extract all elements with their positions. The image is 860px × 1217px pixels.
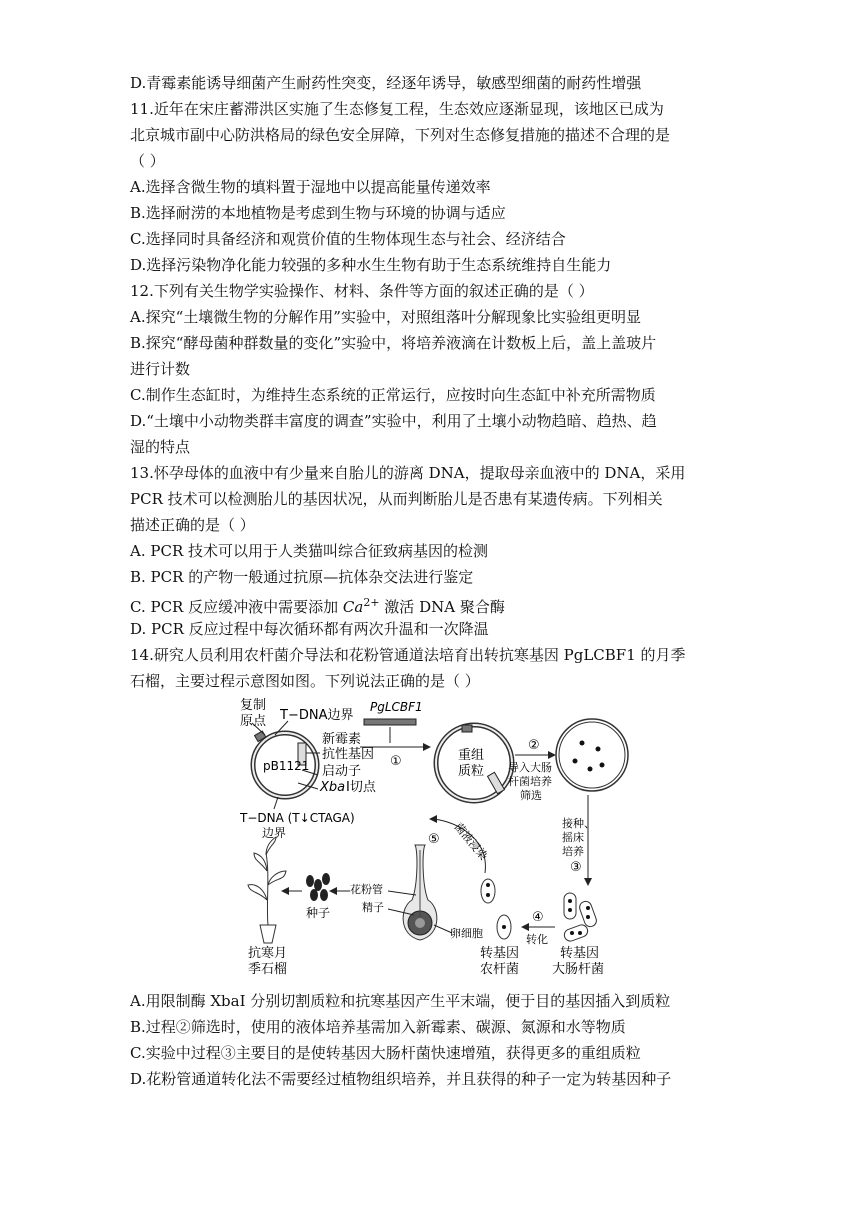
gene-label: PgLCBF1 [370,700,423,714]
q11-option-b: B.选择耐涝的本地植物是考虑到生物与环境的协调与适应 [130,204,506,222]
q10-option-d: D.青霉素能诱导细菌产生耐药性突变，经逐年诱导，敏感型细菌的耐药性增强 [130,74,642,92]
ecoli-label-1: 转基因 [560,946,600,961]
transgenic-process-figure [230,695,630,980]
calcium-ion: Ca [342,598,364,616]
pistil-diagram [388,845,452,940]
q13-option-c-prefix: C. PCR 反应缓冲液中需要添加 [130,598,343,616]
xba-label-italic: Xba [320,780,346,795]
step3-text-3: 培养 [562,845,584,858]
step3-text-2: 摇床 [562,831,584,844]
transgenic-ecoli [563,893,598,943]
q12-option-c: C.制作生态缸时，为维持生态系统的正常运行，应按时向生态缸中补充所需物质 [130,386,656,404]
q13-option-a: A. PCR 技术可以用于人类猫叫综合征致病基因的检测 [130,542,489,560]
q14-option-d: D.花粉管通道转化法不需要经过植物组织培养，并且获得的种子一定为转基因种子 [130,1070,672,1088]
q11-option-a: A.选择含微生物的填料置于湿地中以提高能量传递效率 [130,178,491,196]
q14-option-b: B.过程②筛选时，使用的液体培养基需加入新霉素、碳源、氮源和水等物质 [130,1018,626,1036]
step2-text-1: 导入大肠 [508,761,552,774]
q13-option-d: D. PCR 反应过程中每次循环都有两次升温和一次降温 [130,620,489,638]
q13-stem-line1: 13.怀孕母体的血液中有少量来自胎儿的游离 DNA，提取母亲血液中的 DNA，采用 [130,464,686,482]
q11-option-c: C.选择同时具备经济和观赏价值的生物体现生态与社会、经济结合 [130,230,566,248]
ori-label-1: 复制 [240,698,267,713]
transform-label: 转化 [526,933,548,946]
gene-bar [364,719,416,725]
pomegranate-plant [248,837,286,943]
q14-option-c: C.实验中过程③主要目的是使转基因大肠杆菌快速增殖，获得更多的重组质粒 [130,1044,641,1062]
drip-label: 菌液浸染 [451,820,490,863]
pollen-tube-label: 花粉管 [350,883,383,896]
petri-dish [556,719,628,791]
q12-option-a: A.探究“土壤微生物的分解作用”实验中，对照组落叶分解现象比实验组更明显 [130,308,641,326]
q12-option-d-line1: D.“土壤中小动物类群丰富度的调查”实验中，利用了土壤小动物趋暗、趋热、趋 [130,412,657,430]
step3-label: ③ [570,860,582,875]
q11-stem-line2: 北京城市副中心防洪格局的绿色安全屏障，下列对生态修复措施的描述不合理的是 [130,126,671,144]
tdna-top-label: T−DNA边界 [280,708,354,723]
xba-label-rest: Ⅰ切点 [346,780,376,795]
plant-label-2: 季石榴 [248,962,288,977]
tdna-bottom-label-2: 边界 [262,826,287,840]
q14-option-a: A.用限制酶 XbaI 分别切割质粒和抗寒基因产生平末端，便于目的基因插入到质粒 [130,992,671,1010]
recombinant-plasmid [436,725,512,801]
promoter-label: 启动子 [322,764,362,779]
seed-label: 种子 [306,906,331,920]
calcium-charge: 2+ [363,596,380,609]
ori-label-2: 原点 [240,714,267,729]
step3-text-1: 接种、 [562,817,595,830]
q13-option-c [130,593,505,617]
step2-text-3: 筛选 [520,789,542,802]
step2-text-2: 杆菌培养 [508,775,552,788]
q13-stem-line2: PCR 技术可以检测胎儿的基因状况，从而判断胎儿是否患有某遗传病。下列相关 [130,490,663,508]
neo-label-2: 抗性基因 [322,747,375,762]
ecoli-label-2: 大肠杆菌 [552,962,605,977]
q14-stem-line1: 14.研究人员利用农杆菌介导法和花粉管通道法培育出转抗寒基因 PgLCBF1 的月季 [130,646,686,664]
agro-label-1: 转基因 [480,946,520,961]
agro-label-2: 农杆菌 [480,962,520,977]
neo-label-1: 新霉素 [322,732,362,747]
step5-label: ⑤ [428,832,440,847]
q13-option-c-suffix: 激活 DNA 聚合酶 [379,598,505,616]
recomb-label-2: 质粒 [458,764,485,779]
q11-stem-line3: （ ） [130,152,165,170]
q12-option-d-line2: 湿的特点 [130,438,191,456]
q14-stem-line2: 石榴，主要过程示意图如图。下列说法正确的是（ ） [130,672,480,690]
plant-label-1: 抗寒月 [248,946,288,961]
tdna-bottom-label-1: T−DNA (T↓CTAGA) [240,811,355,825]
step1-label: ① [390,754,402,769]
sperm-label: 精子 [362,901,384,914]
q12-option-b-line1: B.探究“酵母菌种群数量的变化”实验中，将培养液滴在计数板上后，盖上盖玻片 [130,334,657,352]
step4-label: ④ [532,910,544,925]
q13-option-b: B. PCR 的产物一般通过抗原—抗体杂交法进行鉴定 [130,568,474,586]
seeds [306,873,330,901]
q12-option-b-line2: 进行计数 [130,360,191,378]
transgenic-agrobacterium [481,879,511,939]
q13-stem-line3: 描述正确的是（ ） [130,516,255,534]
q11-option-d: D.选择污染物净化能力较强的多种水生生物有助于生态系统维持自生能力 [130,256,612,274]
recomb-label-1: 重组 [458,748,485,763]
plasmid-label: pB1121 [263,759,310,773]
step2-label: ② [528,738,540,753]
egg-label: 卵细胞 [450,927,483,940]
q11-stem-line1: 11.近年在宋庄蓄滞洪区实施了生态修复工程，生态效应逐渐显现，该地区已成为 [130,100,664,118]
q12-stem: 12.下列有关生物学实验操作、材料、条件等方面的叙述正确的是（ ） [130,282,594,300]
